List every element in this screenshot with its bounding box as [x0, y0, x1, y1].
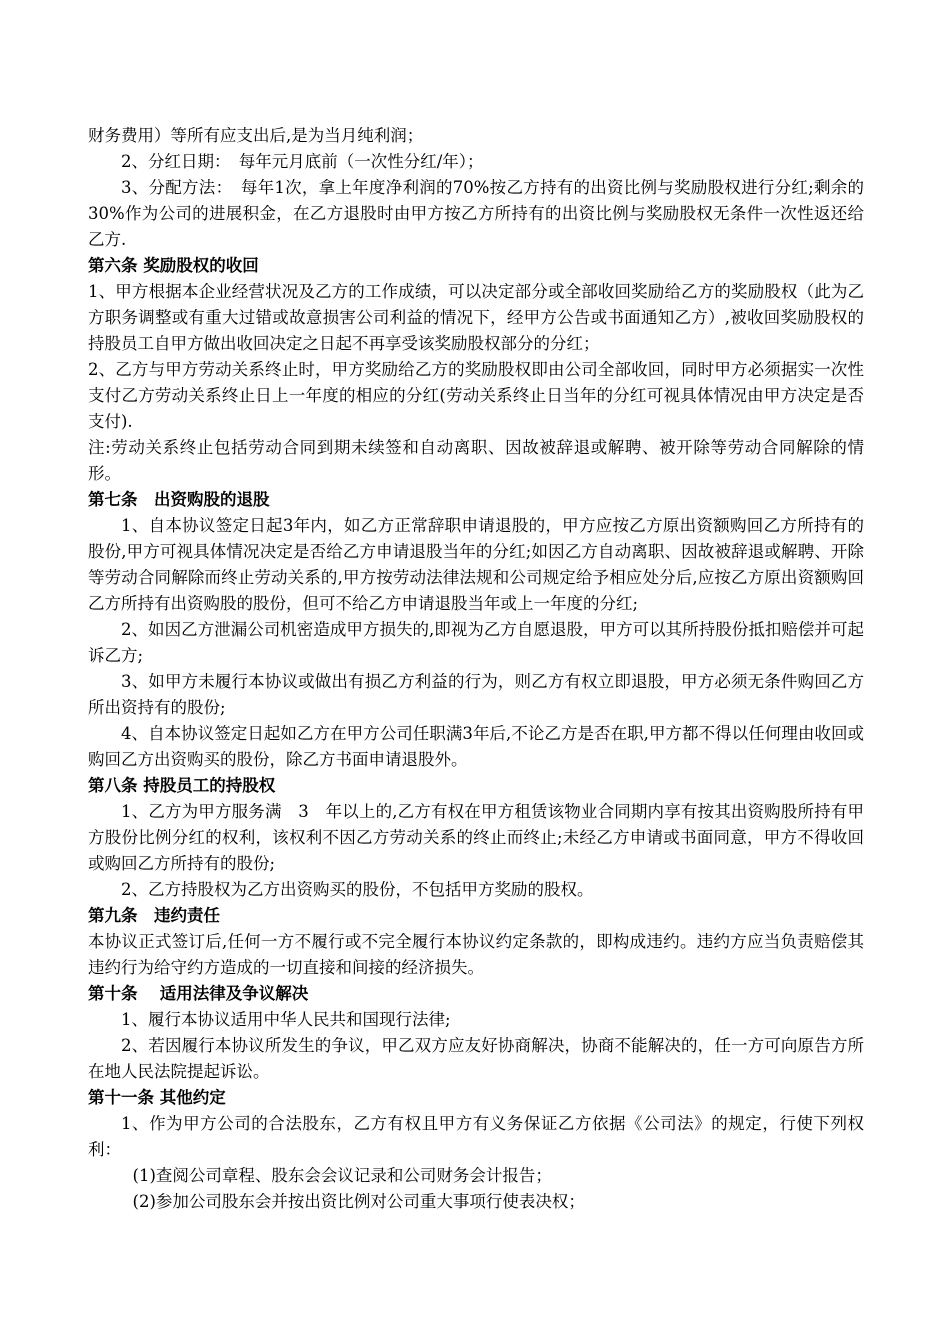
- paragraph: 4、自本协议签定日起如乙方在甲方公司任职满3年后,不论乙方是否在职,甲方都不得以任何理由收回或购回乙方出资购买的股份，除乙方书面申请退股外。: [88, 724, 864, 769]
- paragraph: 2、乙方持股权为乙方出资购买的股份，不包括甲方奖励的股权。: [121, 880, 594, 899]
- section-heading: 第十条 适用法律及争议解决: [88, 984, 309, 1003]
- paragraph: 注:劳动关系终止包括劳动合同到期未续签和自动离职、因故被辞退或解聘、被开除等劳动合同解除的情形。: [88, 438, 864, 483]
- paragraph: 1、履行本协议适用中华人民共和国现行法律;: [121, 1010, 451, 1029]
- paragraph: 1、作为甲方公司的合法股东，乙方有权且甲方有义务保证乙方依据《公司法》的规定，行使下列权利：: [88, 1114, 864, 1159]
- paragraph: 财务费用）等所有应支出后,是为当月纯利润；: [88, 126, 424, 145]
- paragraph: 2、若因履行本协议所发生的争议，甲乙双方应友好协商解决，协商不能解决的，任一方可向原告方所在地人民法院提起诉讼。: [88, 1036, 864, 1081]
- section-heading: 第十一条 其他约定: [88, 1088, 226, 1107]
- paragraph: 1、自本协议签定日起3年内，如乙方正常辞职申请退股的，甲方应按乙方原出资额购回乙方所持有的股份,甲方可视具体情况决定是否给乙方申请退股当年的分红;如因乙方自动离职、因故被辞退或解聘、开除等劳动合同解除而终止劳动关系的,甲方按劳动法律法规和公司规定给予相应处分后,应按乙方原出资额购回乙方所持有出资购股的股份，但可不给乙方申请退股当年或上一年度的分红;: [88, 516, 864, 613]
- section-heading: 第九条 违约责任: [88, 906, 220, 925]
- section-heading: 第七条 出资购股的退股: [88, 490, 270, 509]
- paragraph: 本协议正式签订后,任何一方不履行或不完全履行本协议约定条款的，即构成违约。违约方应当负责赔偿其违约行为给守约方造成的一切直接和间接的经济损失。: [88, 932, 864, 977]
- paragraph: 1、甲方根据本企业经营状况及乙方的工作成绩，可以决定部分或全部收回奖励给乙方的奖励股权（此为乙方职务调整或有重大过错或故意损害公司利益的情况下，经甲方公告或书面通知乙方）,被收回奖励股权的持股员工自甲方做出收回决定之日起不再享受该奖励股权部分的分红；: [88, 282, 864, 353]
- paragraph: 2、乙方与甲方劳动关系终止时，甲方奖励给乙方的奖励股权即由公司全部收回，同时甲方必须据实一次性支付乙方劳动关系终止日上一年度的相应的分红(劳动关系终止日当年的分红可视具体情况由甲方决定是否支付).: [88, 360, 864, 431]
- paragraph: 3、分配方法： 每年1次，拿上年度净利润的70%按乙方持有的出资比例与奖励股权进行分红;剩余的30%作为公司的进展积金，在乙方退股时由甲方按乙方所持有的出资比例与奖励股权无条件一次性返还给乙方.: [88, 178, 864, 249]
- paragraph: 1、乙方为甲方服务满 3 年以上的,乙方有权在甲方租赁该物业合同期内享有按其出资购股所持有甲方股份比例分红的权利，该权利不因乙方劳动关系的终止而终止;未经乙方申请或书面同意，甲方不得收回或购回乙方所持有的股份;: [88, 802, 864, 873]
- section-heading: 第六条 奖励股权的收回: [88, 256, 259, 275]
- document-body: [88, 123, 864, 1215]
- paragraph: 2、分红日期： 每年元月底前（一次性分红/年）；: [121, 152, 484, 171]
- paragraph: (2)参加公司股东会并按出资比例对公司重大事项行使表决权；: [132, 1192, 585, 1211]
- paragraph: 2、如因乙方泄漏公司机密造成甲方损失的,即视为乙方自愿退股，甲方可以其所持股份抵扣赔偿并可起诉乙方;: [88, 620, 864, 665]
- paragraph: 3、如甲方未履行本协议或做出有损乙方利益的行为，则乙方有权立即退股，甲方必须无条件购回乙方所出资持有的股份;: [88, 672, 864, 717]
- section-heading: 第八条 持股员工的持股权: [88, 776, 276, 795]
- paragraph: (1)查阅公司章程、股东会会议记录和公司财务会计报告；: [132, 1166, 552, 1185]
